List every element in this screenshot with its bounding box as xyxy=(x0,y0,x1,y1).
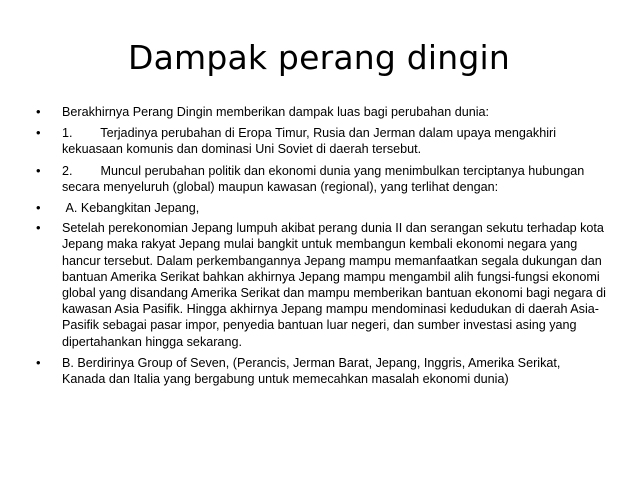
bullet-icon: • xyxy=(36,354,41,370)
bullet-icon: • xyxy=(36,220,41,236)
bullet-item xyxy=(36,104,606,120)
bullet-text: 2. Muncul perubahan politik dan ekonomi dunia yang menimbulkan terciptanya hubungan secara menyeluruh (global) maupun kawasan (regional), yang terlihat dengan: xyxy=(62,163,588,194)
bullet-text: B. Berdirinya Group of Seven, (Perancis, Jerman Barat, Jepang, Inggris, Amerika Serikat, Kanada dan Italia yang bergabung untuk memecahkan masalah ekonomi dunia) xyxy=(62,355,561,387)
bullet-icon: • xyxy=(36,104,41,119)
bullet-icon: • xyxy=(36,162,41,178)
bullet-item xyxy=(36,200,606,216)
bullet-text: Setelah perekonomian Jepang lumpuh akibat perang dunia II dan serangan sekutu terhadap kota Jepang maka rakyat Jepang mulai bangkit untuk membangun kembali ekonomi negara yang hancur tersebut. Dalam perkembangannya Jepang mampu memanfaatkan segala dukungan dan bantuan Amerika Serikat bahkan akhirnya Jepang mampu mengambil alih fungsi-fungsi ekonomi global yang disandang Amerika Serikat dan mampu memberikan bantuan ekonomi bagi negara di kawasan Asia Pasifik. Hingga akhirnya Jepang mampu mendominasi kedudukan di daerah Asia-Pasifik sebagai pasar impor, penyedia bantuan luar negeri, dan sumber investasi asing yang dipertahankan hingga sekarang. xyxy=(62,221,606,349)
bullet-icon: • xyxy=(36,125,41,141)
bullet-list xyxy=(36,104,606,392)
bullet-text: Berakhirnya Perang Dingin memberikan dampak luas bagi perubahan dunia: xyxy=(62,105,490,119)
bullet-item xyxy=(36,220,606,350)
bullet-text: 1. Terjadinya perubahan di Eropa Timur, Rusia dan Jerman dalam upaya mengakhiri kekuasaan komunis dan dominasi Uni Soviet di daerah tersebut. xyxy=(62,126,560,157)
bullet-item xyxy=(36,125,606,157)
bullet-text: A. Kebangkitan Jepang, xyxy=(62,201,200,216)
slide-title: Dampak perang dingin xyxy=(127,38,510,77)
bullet-item xyxy=(36,355,606,387)
bullet-item xyxy=(36,163,606,195)
bullet-icon: • xyxy=(36,200,41,216)
